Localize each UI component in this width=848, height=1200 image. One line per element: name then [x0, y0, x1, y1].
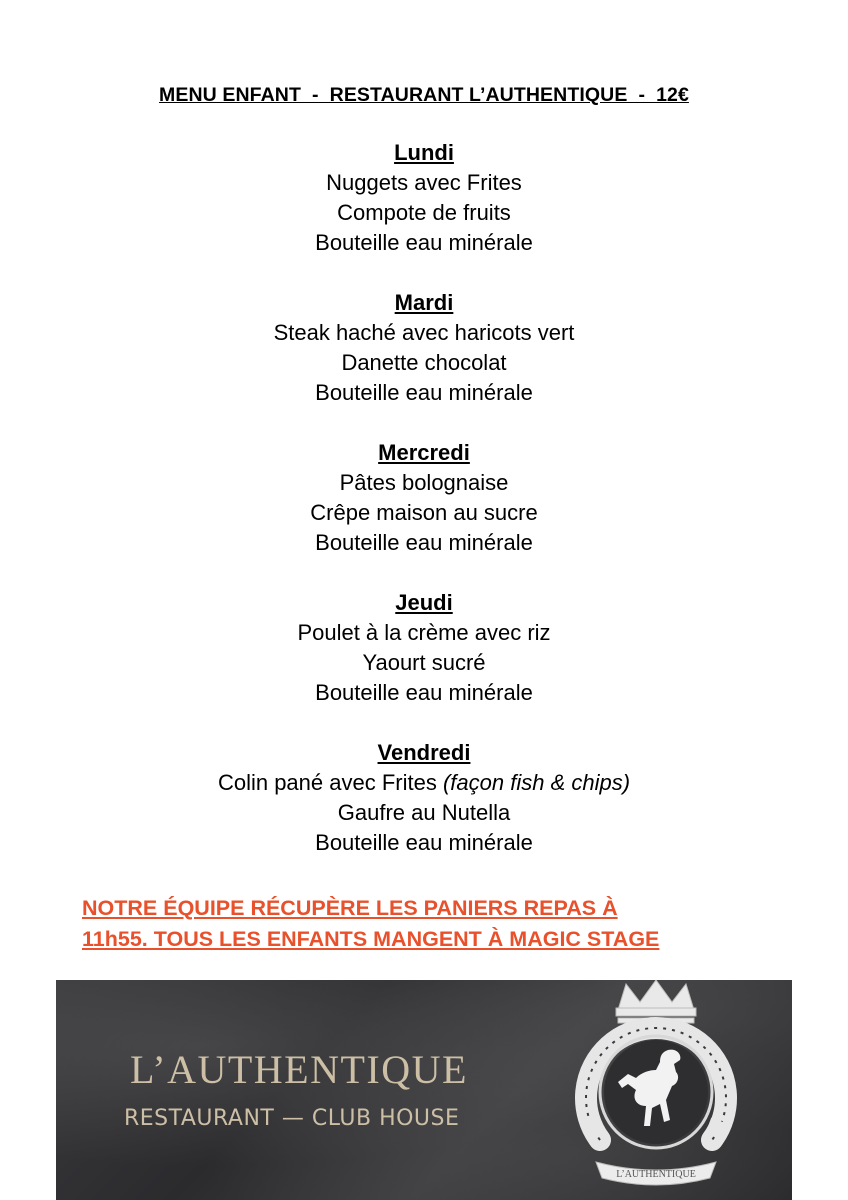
day-wednesday [0, 438, 848, 558]
crown-icon [616, 980, 696, 1023]
dish-main: Nuggets avec Frites [326, 170, 522, 195]
notice-line-2: 11h55. TOUS LES ENFANTS MANGENT À MAGIC STAGE [82, 927, 660, 951]
day-tuesday [0, 288, 848, 408]
dish-drink: Bouteille eau minérale [315, 380, 533, 405]
dish-drink: Bouteille eau minérale [315, 230, 533, 255]
dish-dessert: Crêpe maison au sucre [310, 500, 538, 525]
dish-main: Poulet à la crème avec riz [297, 620, 551, 645]
dish-main-text: Colin pané avec Frites [217, 770, 437, 795]
dish-main: Pâtes bolognaise [339, 470, 509, 495]
day-name: Jeudi [395, 590, 453, 615]
menu-title: MENU ENFANT - RESTAURANT L’AUTHENTIQUE - 12€ [159, 84, 689, 106]
dish-main: Steak haché avec haricots vert [273, 320, 575, 345]
notice-line-1: NOTRE ÉQUIPE RÉCUPÈRE LES PANIERS REPAS À [82, 896, 618, 920]
horseshoe-logo-icon [556, 980, 756, 1200]
day-name: Mercredi [378, 440, 470, 465]
day-monday [0, 138, 848, 258]
restaurant-banner [56, 980, 792, 1200]
dish-drink: Bouteille eau minérale [315, 680, 533, 705]
weekly-menu [0, 138, 848, 888]
logo-label: L’AUTHENTIQUE [616, 1169, 696, 1180]
day-name: Mardi [394, 290, 454, 315]
restaurant-subtitle: RESTAURANT — CLUB HOUSE [124, 1106, 460, 1131]
dish-drink: Bouteille eau minérale [315, 830, 533, 855]
day-name: Vendredi [377, 740, 471, 765]
restaurant-name: L’AUTHENTIQUE [130, 1047, 468, 1092]
dish-dessert: Danette chocolat [341, 350, 507, 375]
dish-drink: Bouteille eau minérale [315, 530, 533, 555]
dish-note: (façon fish & chips) [442, 770, 631, 795]
day-friday [0, 738, 848, 858]
pickup-notice [82, 893, 802, 955]
dish-dessert: Gaufre au Nutella [337, 800, 511, 825]
dish-dessert: Compote de fruits [337, 200, 511, 225]
day-thursday [0, 588, 848, 708]
dish-main [0, 768, 848, 798]
day-name: Lundi [394, 140, 454, 165]
dish-dessert: Yaourt sucré [362, 650, 486, 675]
